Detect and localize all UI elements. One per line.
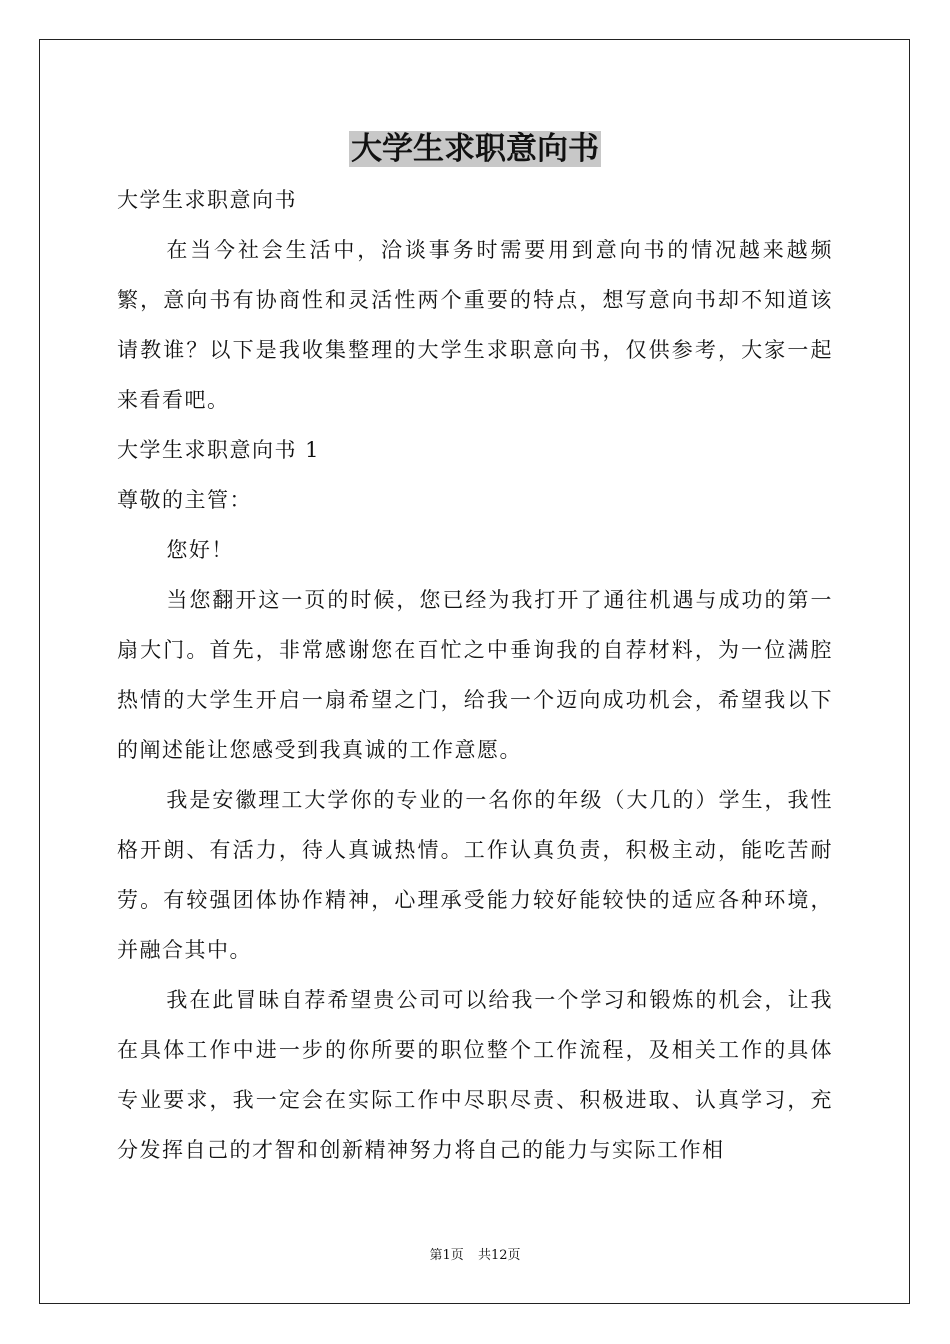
page-number: 第1页	[429, 1248, 464, 1263]
document-body	[117, 175, 833, 1175]
paragraph-salutation: 尊敬的主管：	[117, 488, 252, 512]
paragraph-body-2: 我是安徽理工大学你的专业的一名你的年级（大几的）学生，我性格开朗、有活力，待人真诚热情。工作认真负责，积极主动，能吃苦耐劳。有较强团体协作精神，心理承受能力较好能较快的适应各种环境，并融合其中。	[117, 788, 833, 962]
paragraph-heading: 大学生求职意向书	[117, 188, 297, 212]
paragraph-intro: 在当今社会生活中，洽谈事务时需要用到意向书的情况越来越频繁，意向书有协商性和灵活性两个重要的特点，想写意向书却不知道该请教谁？以下是我收集整理的大学生求职意向书，仅供参考，大家一起来看看吧。	[117, 238, 833, 412]
document-title-text: 大学生求职意向书	[351, 131, 599, 167]
page-total: 共12页	[477, 1248, 521, 1263]
page-footer	[0, 1246, 950, 1266]
paragraph-body-1: 当您翻开这一页的时候，您已经为我打开了通往机遇与成功的第一扇大门。首先，非常感谢您在百忙之中垂询我的自荐材料，为一位满腔热情的大学生开启一扇希望之门，给我一个迈向成功机会，希望我以下的阐述能让您感受到我真诚的工作意愿。	[117, 588, 833, 762]
document-title	[0, 124, 950, 174]
paragraph-body-3: 我在此冒昧自荐希望贵公司可以给我一个学习和锻炼的机会，让我在具体工作中进一步的你所要的职位整个工作流程，及相关工作的具体专业要求，我一定会在实际工作中尽职尽责、积极进取、认真学习，充分发挥自己的才智和创新精神努力将自己的能力与实际工作相	[117, 988, 833, 1162]
paragraph-section-title: 大学生求职意向书 1	[117, 438, 321, 462]
paragraph-greeting: 您好！	[166, 538, 234, 562]
